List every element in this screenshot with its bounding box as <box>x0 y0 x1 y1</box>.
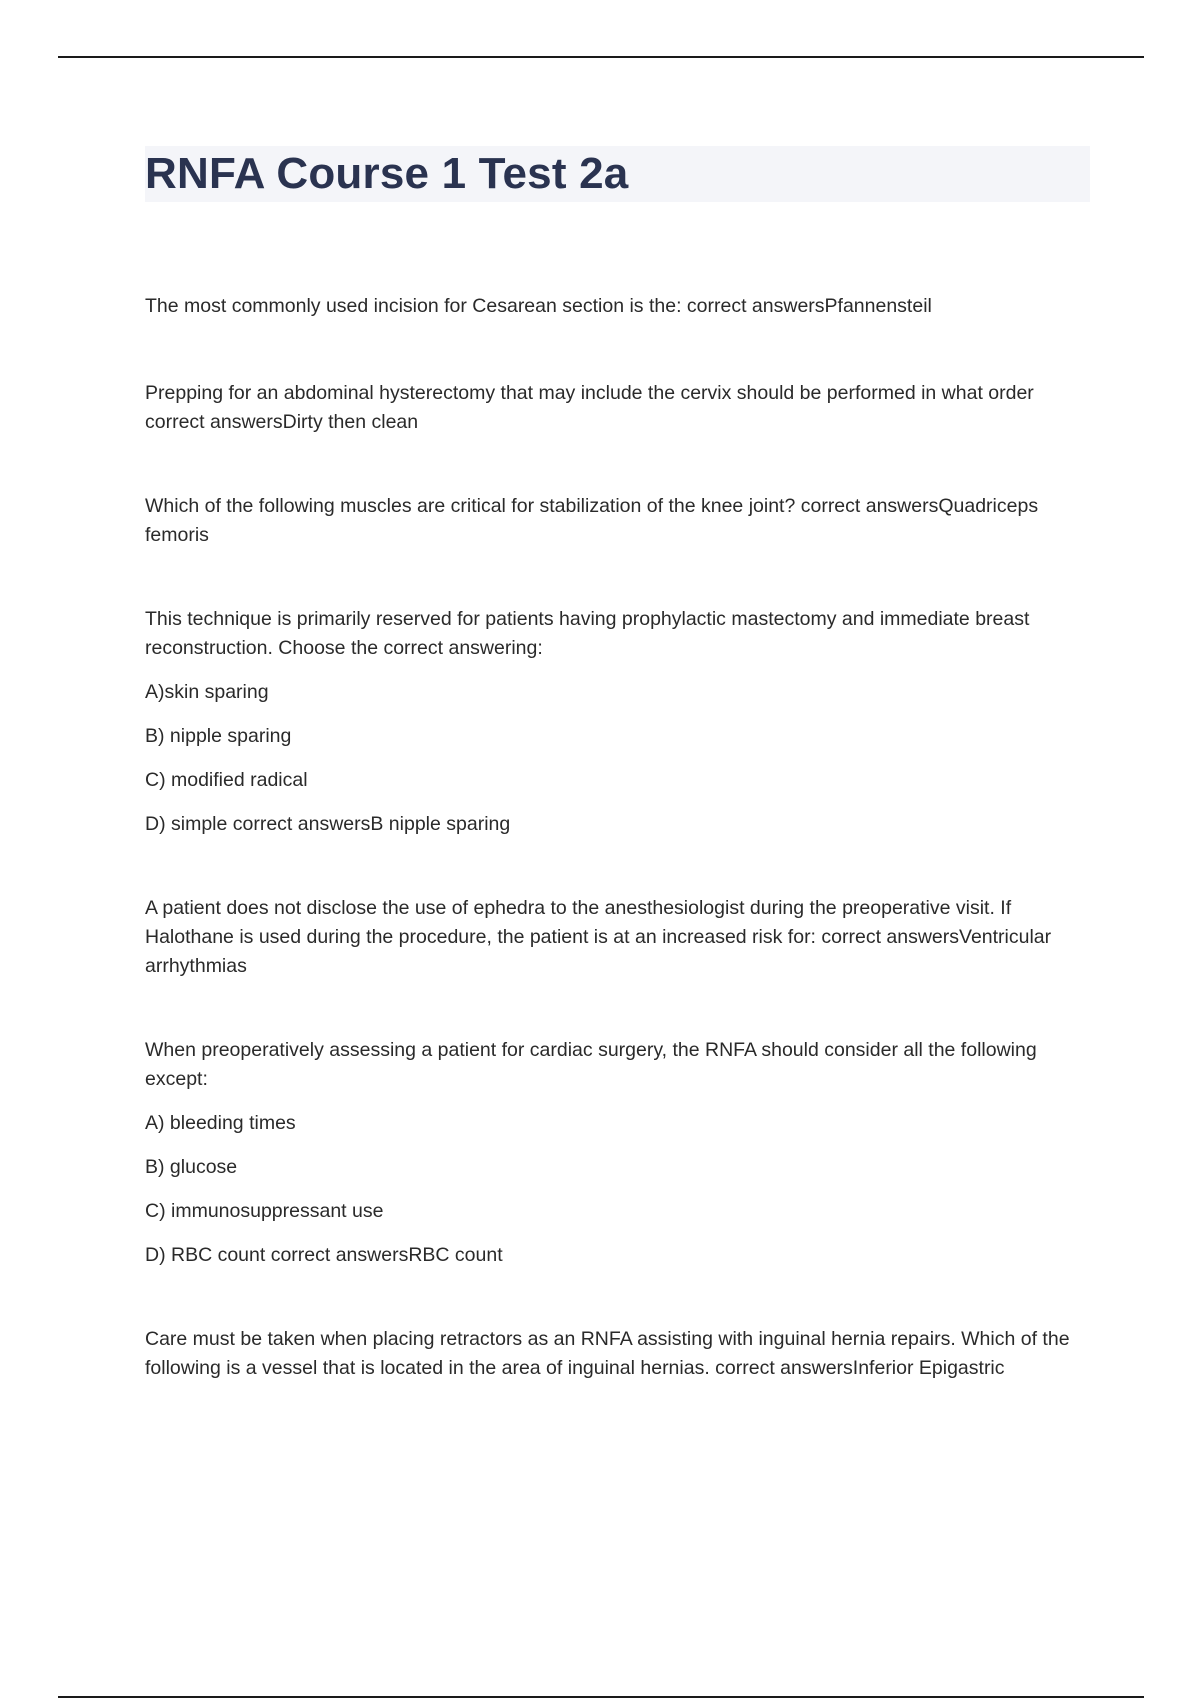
question-6-option-a: A) bleeding times <box>145 1112 296 1134</box>
question-6: When preoperatively assessing a patient for cardiac surgery, the RNFA should consider all the following except: <box>145 1039 1037 1090</box>
question-6-option-c: C) immunosuppressant use <box>145 1200 384 1222</box>
question-6-option-b: B) glucose <box>145 1156 238 1178</box>
question-6-option-d: D) RBC count correct answersRBC count <box>145 1244 503 1266</box>
question-4-option-d: D) simple correct answersB nipple sparing <box>145 813 511 835</box>
top-rule <box>58 56 1144 58</box>
document-content <box>145 146 1090 1383</box>
question-2: Prepping for an abdominal hysterectomy that may include the cervix should be performed in what order correct answersDirty then clean <box>145 382 1034 433</box>
question-4-option-a: A)skin sparing <box>145 681 269 703</box>
title-banner <box>145 146 1090 202</box>
question-5: A patient does not disclose the use of ephedra to the anesthesiologist during the preoperative visit. If Halothane is used during the procedure, the patient is at an increased risk for: correct answersVentricular arrhythmias <box>145 897 1052 977</box>
question-4-option-c: C) modified radical <box>145 769 308 791</box>
bottom-rule <box>58 1696 1144 1698</box>
question-4: This technique is primarily reserved for patients having prophylactic mastectomy and immediate breast reconstruction. Choose the correct answering: <box>145 608 1030 659</box>
question-7: Care must be taken when placing retractors as an RNFA assisting with inguinal hernia repairs. Which of the following is a vessel that is located in the area of inguinal hernias. correct answersInferior Epigastric <box>145 1328 1070 1379</box>
question-1: The most commonly used incision for Cesarean section is the: correct answersPfannensteil <box>145 295 932 317</box>
question-list <box>145 292 1090 1383</box>
question-3: Which of the following muscles are critical for stabilization of the knee joint? correct answersQuadriceps femoris <box>145 495 1039 546</box>
page-title: RNFA Course 1 Test 2a <box>145 149 629 198</box>
question-4-option-b: B) nipple sparing <box>145 725 292 747</box>
